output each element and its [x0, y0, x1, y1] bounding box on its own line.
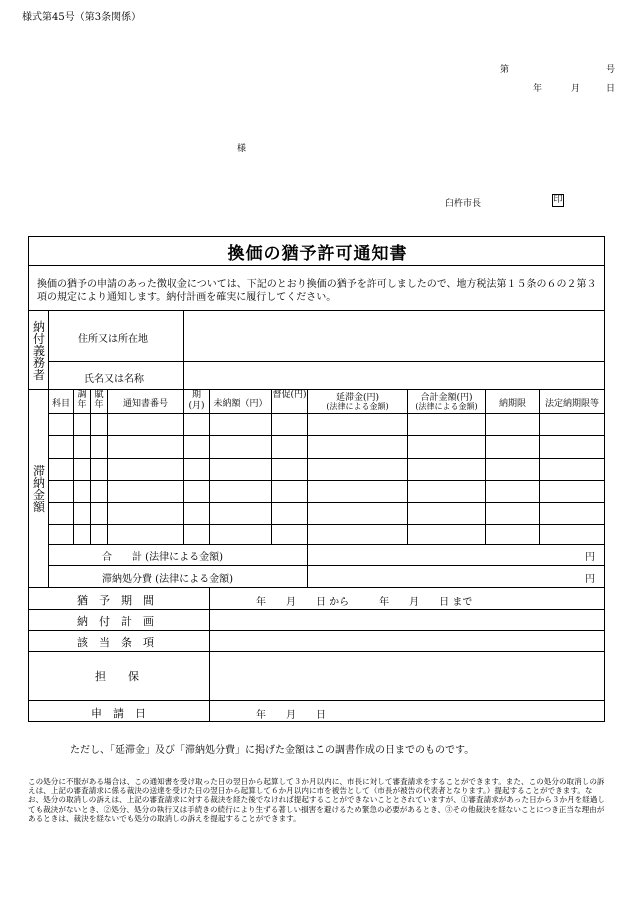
- period-label: 猶 予 期 間: [77, 594, 154, 607]
- period-value: 年 月 日 から 年 月 日 まで: [256, 597, 473, 608]
- col-total: 合計金額(円): [420, 393, 473, 403]
- col-legal-due: 法定納期限等: [544, 399, 599, 409]
- sum-label: 合 計 (法律による金額): [102, 552, 223, 563]
- address-label: 住所又は所在地: [78, 334, 148, 345]
- appeal-notice: この処分に不服がある場合は、この通知書を受け取った日の翌日から起算して３か月以内に、市長に対して審査請求をすることができます。また、この処分の取消しの訴えは、上記の審査請求に係る裁決の送達を受けた日の翌日から起算して６か月以内に市を被告として（市長が被告の代表者となります。）提起することができます。なお、処分の取消しの訴えは、上記の審査請求に対する裁決を経た後でなければ提起することができないこととされていますが、①審査請求があった日から３か月を経過しても裁決がないとき、②処分、処分の執行又は手続きの続行により生ずる著しい損害を避けるため緊急の必要があるとき、③その他裁決を経ないことにつき正当な理由があるときは、裁決を経ないでも処分の取消しの訴えを提起することができます。: [28, 777, 606, 823]
- sum-yen: 円: [585, 552, 595, 563]
- document-number-dai: 第: [500, 65, 510, 75]
- date-year: 年: [533, 84, 543, 94]
- recipient-sama: 様: [237, 144, 247, 154]
- col-period: 期(月): [188, 390, 205, 411]
- fee-label: 滞納処分費 (法律による金額): [102, 574, 233, 585]
- col-unpaid: 未納額（円）: [213, 399, 268, 409]
- col-dunning: 督促(円): [272, 390, 307, 400]
- col-due: 納期限: [498, 399, 526, 409]
- col-tax-year: 賦年: [94, 390, 104, 410]
- proviso-text: ただし、「延滞金」及び「滞納処分費」に掲げた金額はこの調書作成の日までのものです。: [70, 745, 475, 756]
- seal-mark: 印: [553, 195, 563, 205]
- date-day: 日: [606, 84, 616, 94]
- permission-notice-form: [28, 236, 605, 722]
- col-notice-number: 通知書番号: [122, 399, 168, 409]
- clause-label: 該 当 条 項: [77, 636, 154, 649]
- name-label: 氏名又は名称: [84, 374, 144, 385]
- arrears-label: 滞納金額: [32, 464, 45, 514]
- plan-label: 納 付 計 画: [77, 615, 154, 628]
- col-total-note: (法律による金額): [415, 402, 478, 411]
- security-label: 担 保: [95, 670, 139, 683]
- col-delinquency: 延滞金(円): [335, 393, 380, 403]
- fee-yen: 円: [585, 574, 595, 585]
- col-assessment-year: 調年: [77, 390, 87, 410]
- apply-value: 年 月 日: [256, 710, 326, 721]
- intro-text: 換価の猶予の申請のあった徴収金については、下記のとおり換価の猶予を許可しましたので、地方税法第１５条の６の２第３項の規定により通知します。納付計画を確実に履行してください。: [37, 279, 597, 303]
- form-title: 換価の猶予許可通知書: [227, 244, 408, 264]
- document-number-go: 号: [606, 65, 616, 75]
- taxpayer-label: 納付義務者: [32, 320, 45, 382]
- date-month: 月: [571, 84, 581, 94]
- apply-label: 申 請 日: [91, 707, 146, 720]
- issuer-mayor: 臼杵市長: [445, 199, 482, 209]
- col-item: 科目: [51, 399, 70, 409]
- form-number: 様式第45号（第3条関係）: [22, 12, 142, 23]
- col-delinquency-note: (法律による金額): [326, 402, 389, 411]
